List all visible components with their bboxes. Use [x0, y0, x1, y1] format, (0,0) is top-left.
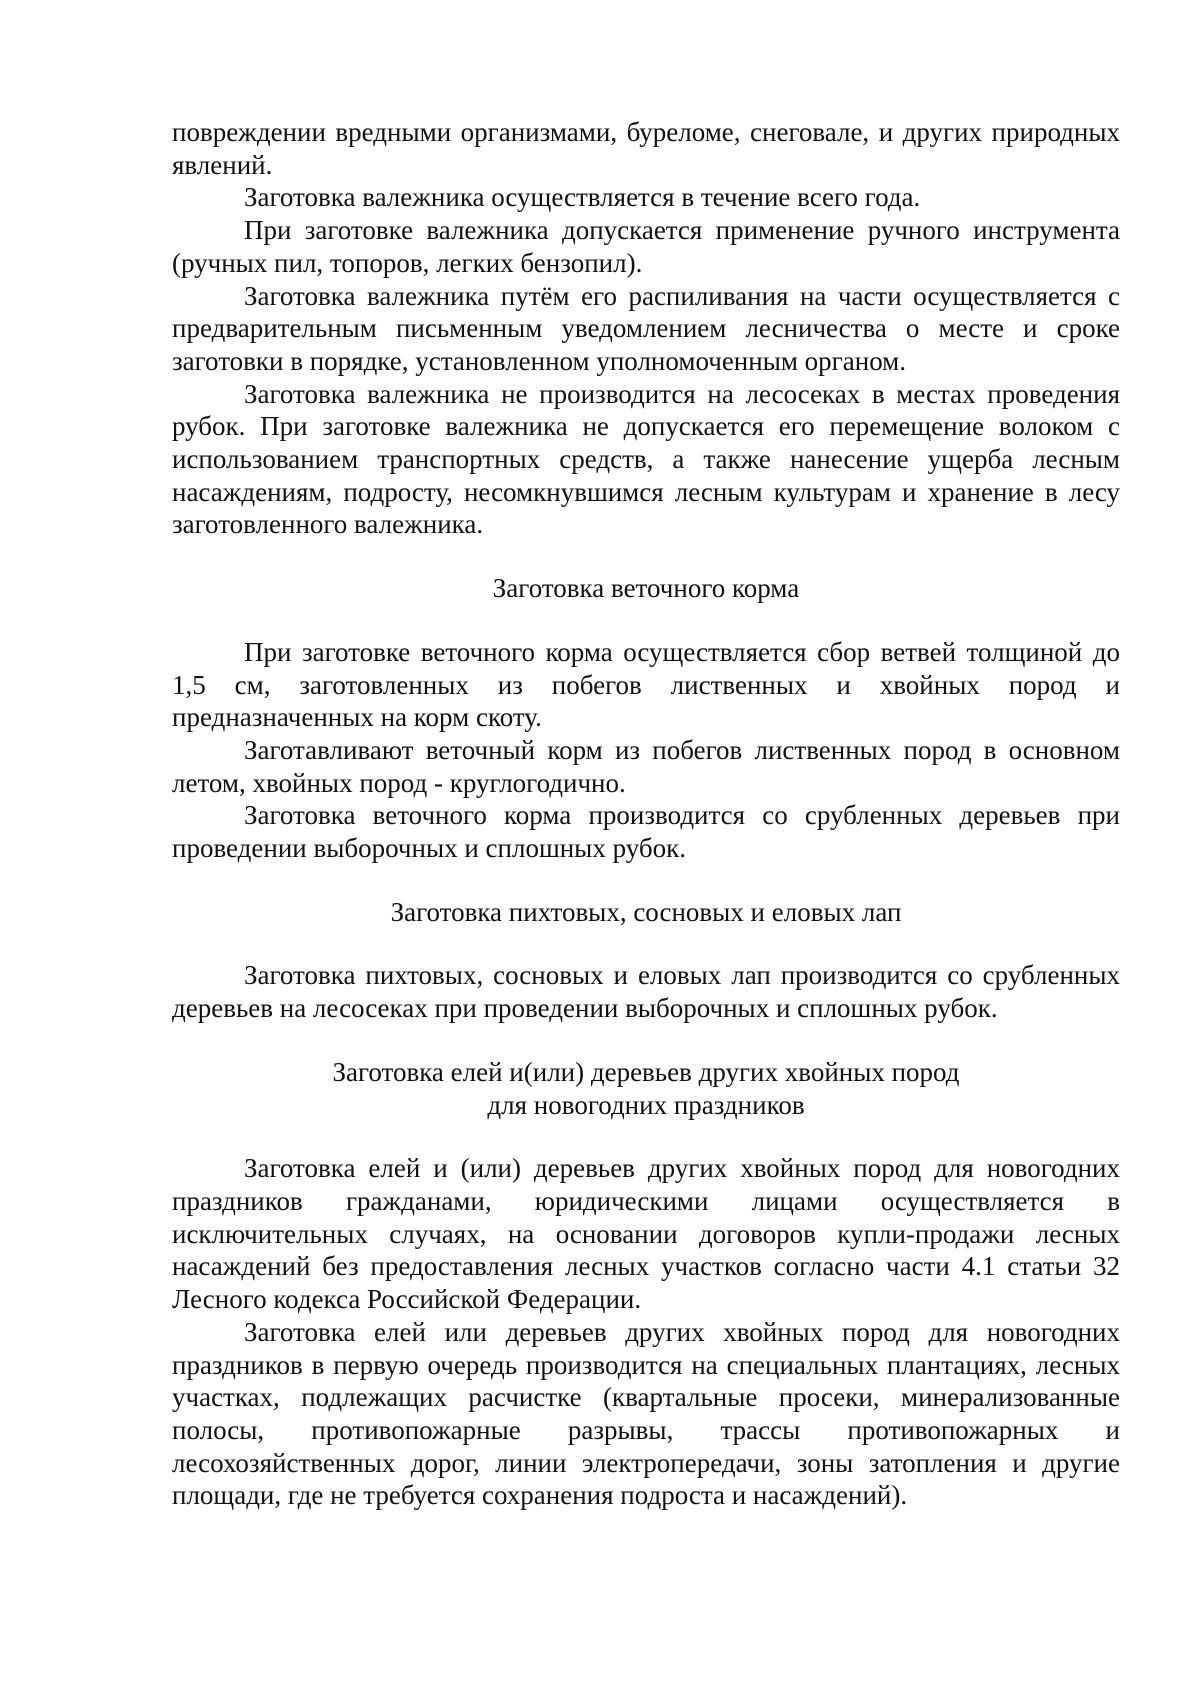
section-heading — [172, 1056, 1120, 1121]
paragraph: При заготовке веточного корма осуществляется сбор ветвей толщиной до 1,5 см, заготовленных из побегов лиственных и хвойных пород и предназначенных на корм скоту. — [172, 636, 1120, 733]
paragraph: Заготовка веточного корма производится со срубленных деревьев при проведении выборочных и сплошных рубок. — [172, 800, 1120, 864]
section-heading-line: Заготовка веточного корма — [492, 573, 800, 604]
section-conifer-branches — [172, 896, 1120, 1025]
paragraph: Заготовка елей и (или) деревьев других хвойных пород для новогодних праздников гражданами, юридическими лицами осуществляется в исключительных случаях, на основании договоров купли-продажи лесных насаждений без предоставления лесных участков согласно части 4.1 статьи 32 Лесного кодекса Российской Федерации. — [172, 1153, 1120, 1315]
section-heading-line: Заготовка елей и(или) деревьев других хвойных пород — [332, 1056, 960, 1087]
section-branch-fodder — [172, 572, 1120, 865]
section-heading-line: для новогодних праздников — [487, 1089, 805, 1120]
section-heading — [172, 896, 1120, 929]
paragraph-continued: повреждении вредными организмами, буреломе, снеговале, и других природных явлений. — [172, 117, 1120, 180]
paragraph: Заготовка валежника осуществляется в течение всего года. — [244, 182, 921, 213]
paragraph: Заготовка елей или деревьев других хвойных пород для новогодних праздников в первую очередь производится на специальных плантациях, лесных участках, подлежащих расчистке (квартальные просеки, минерализованные полосы, противопожарные разрывы, трассы противопожарных и лесохозяйственных дорог, линии электропередачи, зоны затопления и другие площади, где не требуется сохранения подроста и насаждений). — [172, 1316, 1120, 1511]
section-heading — [172, 572, 1120, 605]
paragraph: При заготовке валежника допускается применение ручного инструмента (ручных пил, топоров, легких бензопил). — [172, 215, 1120, 278]
paragraph: Заготавливают веточный корм из побегов лиственных пород в основном летом, хвойных пород - круглогодично. — [172, 734, 1120, 798]
paragraph: Заготовка пихтовых, сосновых и еловых лап производится со срубленных деревьев на лесосеках при проведении выборочных и сплошных рубок. — [172, 960, 1120, 1024]
section-new-year-trees — [172, 1056, 1120, 1512]
paragraph: Заготовка валежника путём его распиливания на части осуществляется с предварительным письменным уведомлением лесничества о месте и сроке заготовки в порядке, установленном уполномоченным органом. — [172, 280, 1120, 376]
paragraph: Заготовка валежника не производится на лесосеках в местах проведения рубок. При заготовке валежника не допускается его перемещение волоком с использованием транспортных средств, а также нанесение ущерба лесным насаждениям, подросту, несомкнувшимся лесным культурам и хранение в лесу заготовленного валежника. — [172, 378, 1120, 540]
section-deadwood — [172, 116, 1120, 541]
document-page — [172, 116, 1120, 1512]
section-heading-line: Заготовка пихтовых, сосновых и еловых лап — [390, 896, 902, 927]
